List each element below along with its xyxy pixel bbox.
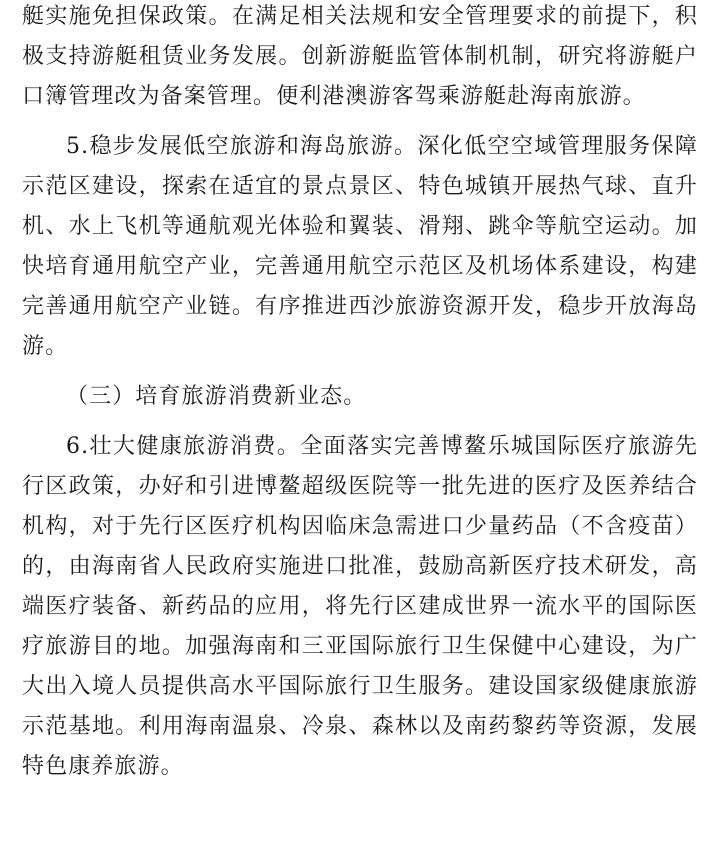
- section-heading: （三）培育旅游消费新业态。: [66, 384, 367, 409]
- paragraph-health-tourism: 6.壮大健康旅游消费。全面落实完善博鳌乐城国际医疗旅游先行区政策，办好和引进博鳌超级医院等一批先进的医疗及医养结合机构，对于先行区医疗机构因临床急需进口少量药品（不含疫苗）的，由海南省人民政府实施进口批准，鼓励高新医疗技术研发，高端医疗装备、新药品的应用，将先行区建成世界一流水平的国际医疗旅游目的地。加强海南和三亚国际旅行卫生保健中心建设，为广大出入境人员提供高水平国际旅行卫生服务。建设国家级健康旅游示范基地。利用海南温泉、冷泉、森林以及南药黎药等资源，发展特色康养旅游。: [22, 434, 698, 779]
- paragraph-yacht-policy: 艇实施免担保政策。在满足相关法规和安全管理要求的前提下，积极支持游艇租赁业务发展。创新游艇监管体制机制，研究将游艇户口簿管理改为备案管理。便利港澳游客驾乘游艇赴海南旅游。: [22, 4, 698, 109]
- paragraph-low-altitude-tourism: 5.稳步发展低空旅游和海岛旅游。深化低空空域管理服务保障示范区建设，探索在适宜的景点景区、特色城镇开展热气球、直升机、水上飞机等通航观光体验和翼装、滑翔、跳伞等航空运动。加快培育通用航空产业，完善通用航空示范区及机场体系建设，构建完善通用航空产业链。有序推进西沙旅游资源开发，稳步开放海岛游。: [22, 134, 698, 359]
